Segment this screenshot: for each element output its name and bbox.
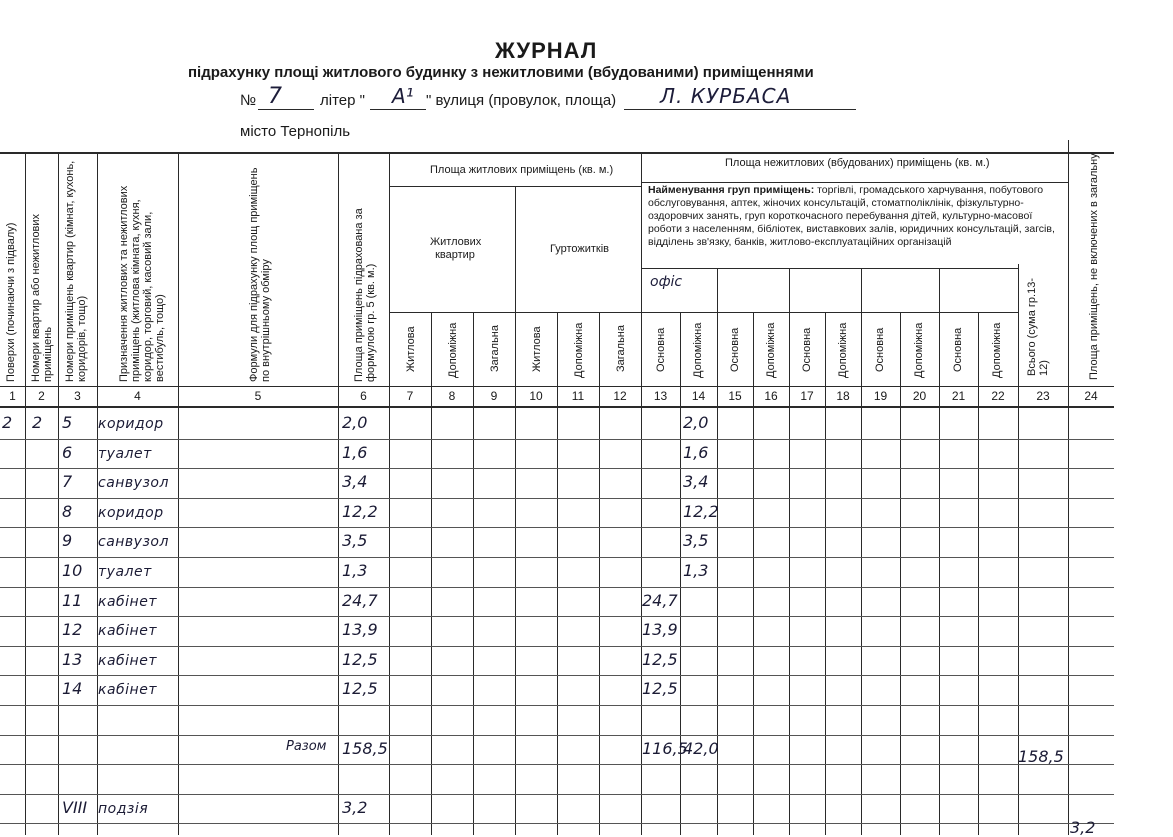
- groups-line5: відділень зв'язку, банків, житлово-експлуатаційних організацій: [648, 236, 952, 248]
- room-number-cell: 6: [62, 442, 73, 462]
- purpose-cell: санвузол: [98, 475, 169, 492]
- groups-line3: оздоровчих занять, груп короткочасного перебування дітей, культурно-масової: [648, 210, 1033, 222]
- purpose-cell: туалет: [98, 564, 152, 580]
- col12-header: Загальна: [615, 325, 627, 372]
- aux-area-cell: 1,6: [683, 442, 709, 462]
- row-line: [0, 764, 1114, 765]
- room-number-cell: 10: [62, 561, 83, 580]
- purpose-cell: подзія: [98, 800, 149, 817]
- city-label: місто Тернопіль: [240, 123, 351, 140]
- column-number: 24: [1084, 389, 1098, 403]
- row-line: [0, 646, 1114, 647]
- col15-header: Основна: [729, 327, 741, 372]
- street-underline: [624, 109, 856, 110]
- groups-line4: роботи з населенням, бібліотек, виставкових залів, юридичних консультацій, загсів,: [648, 223, 1055, 235]
- column-number: 5: [254, 389, 262, 403]
- purpose-cell: кабінет: [98, 623, 157, 640]
- area-cell: 3,2: [342, 797, 368, 817]
- col-divider: [789, 268, 790, 835]
- header-hline: [389, 186, 641, 187]
- purpose-cell: коридор: [98, 416, 164, 432]
- purpose-cell: коридор: [98, 504, 164, 521]
- column-number: 12: [613, 389, 627, 403]
- main-area-cell: 12,5: [642, 649, 678, 669]
- header-hline: [641, 312, 1018, 313]
- col3-header: Номери приміщень квартир (кімнат, кухонь, коридорів, тощо): [64, 160, 88, 382]
- number-value: 7: [268, 84, 282, 109]
- col6-header: Площа приміщень підрахована за формулою гр. 5 (кв. м.): [353, 208, 377, 382]
- street-value: Л. КУРБАСА: [660, 84, 792, 108]
- room-number-cell: 11: [62, 590, 83, 610]
- col8-header: Допоміжна: [447, 322, 459, 378]
- col17-header: Основна: [801, 327, 813, 372]
- groups-description: [648, 184, 1066, 249]
- number-underline: [258, 109, 314, 110]
- purpose-cell: кабінет: [98, 682, 157, 699]
- area-cell: 13,9: [342, 620, 378, 640]
- col-divider: [58, 152, 59, 835]
- column-number: 16: [764, 389, 778, 403]
- aux-area-cell: 3,5: [683, 531, 709, 551]
- aux-area-cell: 1,3: [683, 561, 709, 580]
- aux-area-cell: 12,2: [683, 501, 719, 521]
- col-divider: [861, 268, 862, 835]
- area-cell: 158,5: [342, 738, 388, 758]
- column-number: 13: [653, 389, 668, 403]
- header-hline: [389, 312, 641, 313]
- nonliving-group-header: Площа нежитлових (вбудованих) приміщень (кв. м.): [725, 157, 990, 169]
- groups-line2: обслуговування, аптек, жіночих консультацій, стоматполіклінік, фізкультурно-: [648, 197, 1024, 209]
- table-top-border: [0, 152, 1114, 154]
- col-divider: [338, 152, 339, 835]
- apartments-header: Житлових квартир: [430, 236, 482, 261]
- column-number: 15: [728, 389, 742, 403]
- col-divider: [97, 152, 98, 835]
- col-divider: [641, 152, 642, 835]
- street-label: " вулиця (провулок, площа): [426, 92, 617, 109]
- liter-label: літер ": [320, 92, 365, 109]
- column-number: 8: [448, 389, 456, 403]
- col-divider: [25, 152, 26, 835]
- main-area-cell: 24,7: [642, 590, 678, 610]
- row-line: [0, 675, 1114, 676]
- main-area-cell: 12,5: [642, 679, 678, 699]
- column-number: 4: [134, 389, 141, 403]
- area-cell: 3,5: [342, 531, 368, 551]
- row-line: [0, 527, 1114, 528]
- col9-header: Загальна: [489, 325, 501, 372]
- col20-header: Допоміжна: [913, 322, 925, 378]
- liter-value: A¹: [392, 84, 414, 108]
- aux-area-cell: 2,0: [683, 413, 709, 432]
- area-cell: 2,0: [342, 413, 368, 432]
- apartment-cell: 2: [32, 413, 43, 432]
- col16-header: Допоміжна: [765, 322, 777, 378]
- col-divider: [178, 152, 179, 835]
- room-number-cell: 12: [62, 620, 83, 640]
- column-number: 20: [912, 389, 927, 403]
- room-number-cell: 8: [62, 501, 73, 521]
- row-line: [0, 794, 1114, 795]
- header-hline: [641, 268, 1018, 269]
- aux-area-cell: 3,4: [683, 472, 709, 492]
- column-number: 18: [836, 389, 850, 403]
- col-divider: [389, 152, 390, 835]
- col18-header: Допоміжна: [837, 322, 849, 378]
- area-cell: 12,2: [342, 501, 378, 521]
- col11-header: Допоміжна: [573, 322, 585, 378]
- room-number-cell: 13: [62, 649, 83, 669]
- row-line: [0, 439, 1114, 440]
- formula-cell: Разом: [286, 738, 327, 754]
- column-number: 11: [571, 389, 585, 403]
- room-number-cell: 14: [62, 679, 83, 699]
- excluded-area-cell: 3,2: [1070, 817, 1096, 837]
- column-number: 1: [9, 389, 16, 403]
- area-cell: 12,5: [342, 679, 378, 699]
- col10-header: Житлова: [531, 326, 543, 372]
- purpose-cell: туалет: [98, 445, 152, 462]
- column-number: 22: [991, 389, 1005, 403]
- col2-header: Номери квартир або нежитлових приміщень: [30, 213, 54, 382]
- main-area-cell: 13,9: [642, 620, 678, 640]
- purpose-cell: кабінет: [98, 593, 157, 610]
- journal-title: ЖУРНАЛ: [495, 38, 598, 63]
- area-cell: 24,7: [342, 590, 378, 610]
- row-line: [0, 823, 1114, 824]
- row-line: [0, 735, 1114, 736]
- column-number: 2: [38, 389, 45, 403]
- living-group-header: Площа житлових приміщень (кв. м.): [430, 164, 614, 176]
- purpose-cell: кабінет: [98, 652, 157, 669]
- main-area-cell: 116,5: [642, 738, 688, 758]
- row-line: [0, 468, 1114, 469]
- area-cell: 1,3: [342, 561, 368, 580]
- row-line: [0, 498, 1114, 499]
- col13-header: Основна: [655, 327, 667, 372]
- floor-cell: 2: [2, 413, 13, 432]
- column-number: 3: [74, 389, 81, 403]
- col1-header: Поверхи (починаючи з підвалу): [5, 222, 17, 382]
- col5-header: Формули для підрахунку площ приміщень по внутрішньому обміру: [248, 167, 272, 382]
- room-number-cell: 5: [62, 413, 73, 432]
- column-number: 9: [490, 389, 498, 403]
- col-divider: [939, 268, 940, 835]
- col-divider: [1068, 140, 1069, 835]
- number-label: №: [240, 92, 257, 109]
- room-number-cell: VIII: [62, 797, 88, 817]
- row-line: [0, 557, 1114, 558]
- col14-header: Допоміжна: [692, 322, 704, 378]
- liter-underline: [370, 109, 426, 110]
- column-number: 17: [800, 389, 814, 403]
- area-cell: 3,4: [342, 472, 368, 492]
- groups-bold: Найменування груп приміщень:: [648, 184, 815, 196]
- header-hline: [641, 182, 1068, 183]
- column-number: 7: [406, 389, 414, 403]
- room-number-cell: 9: [62, 531, 73, 551]
- room-number-cell: 7: [62, 472, 73, 492]
- column-number: 10: [529, 389, 543, 403]
- column-number: 23: [1036, 389, 1050, 403]
- total-cell: 158,5: [1018, 746, 1064, 766]
- column-number: 19: [873, 389, 888, 403]
- dorms-header: Гуртожитків: [550, 243, 610, 255]
- row-line: [0, 587, 1114, 588]
- col24-header: Площа приміщень, не включених в загальну: [1088, 153, 1100, 380]
- col7-header: Житлова: [405, 326, 417, 372]
- col23-header: Всього (сума гр.13-12): [1026, 278, 1050, 376]
- row-line: [0, 705, 1114, 706]
- aux-area-cell: 42,0: [683, 738, 719, 758]
- row-line: [0, 616, 1114, 617]
- col19-header: Основна: [874, 327, 886, 372]
- col21-header: Основна: [952, 327, 964, 372]
- column-number: 6: [360, 389, 367, 403]
- column-number: 21: [951, 389, 966, 403]
- column-number: 14: [691, 389, 706, 403]
- purpose-cell: санвузол: [98, 534, 169, 551]
- area-cell: 12,5: [342, 649, 378, 669]
- col-divider: [515, 186, 516, 835]
- journal-subtitle: підрахунку площі житлового будинку з нежитловими (вбудованими) приміщеннями: [188, 64, 814, 81]
- groups-line1: торгівлі, громадського харчування, побутового: [817, 184, 1044, 196]
- col4-header: Призначення житлових та нежитлових приміщень (житлова кімната, кухня, коридор, торговий, касовий зали, вестибуль, тощо): [118, 185, 166, 382]
- office-label: офіс: [650, 274, 683, 290]
- col22-header: Допоміжна: [991, 322, 1003, 378]
- area-cell: 1,6: [342, 442, 368, 462]
